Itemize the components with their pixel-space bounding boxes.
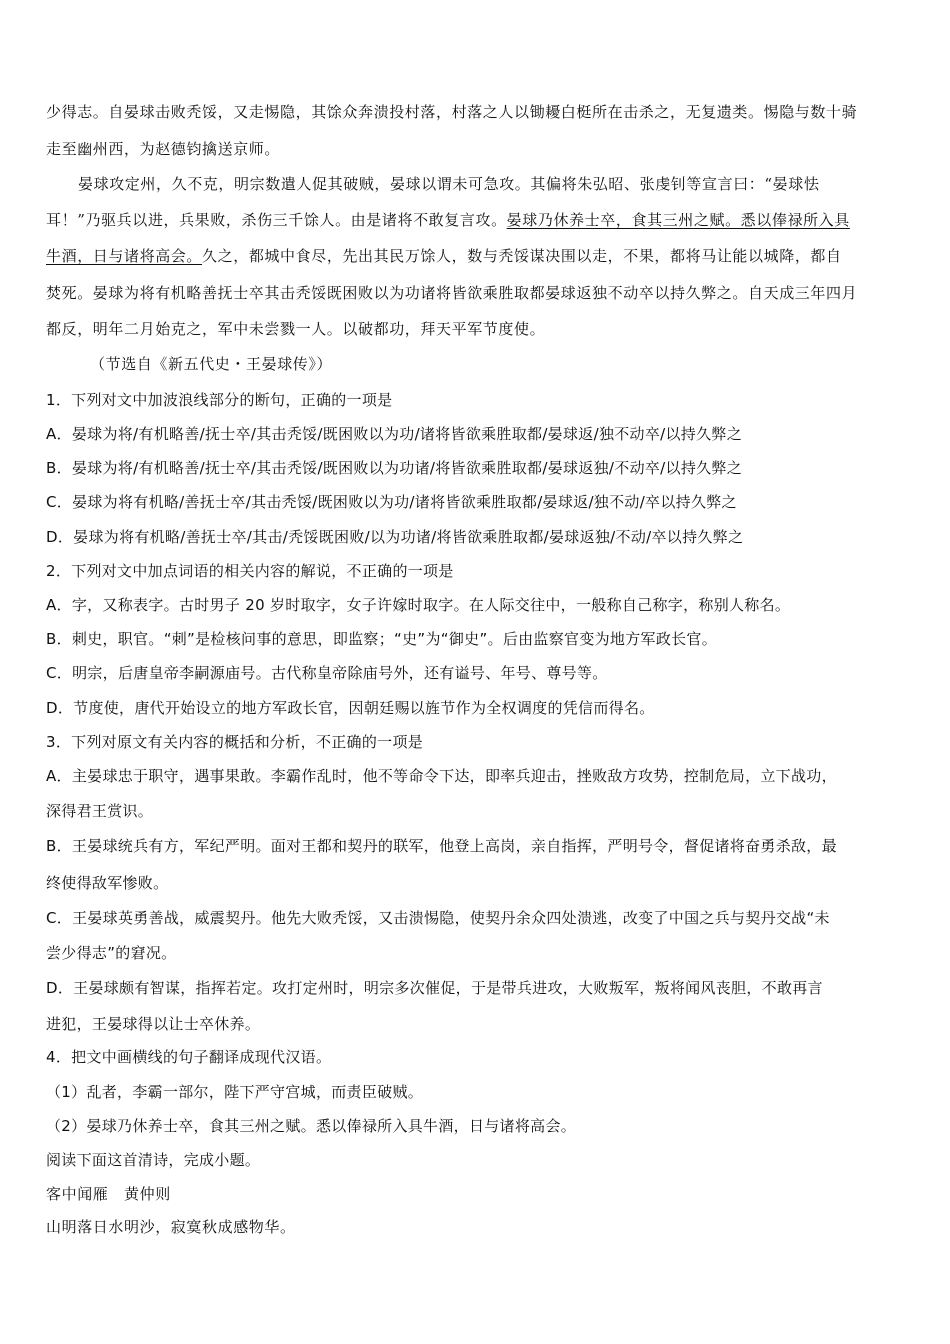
question-4-sentence-2: （2）晏球乃休养士卒，食其三州之赋。悉以俸禄所入具牛酒，日与诸将高会。 xyxy=(46,1117,577,1135)
question-4-sentence-1: （1）乱者，李霸一部尔，陛下严守宫城，而责臣破贼。 xyxy=(46,1083,424,1101)
question-2-option-b: B．刺史，职官。“刺”是检核问事的意思，即监察；“史”为“御史”。后由监察官变为地方军政长官。 xyxy=(46,630,718,648)
question-2-option-d: D．节度使，唐代开始设立的地方军政长官，因朝廷赐以旌节作为全权调度的凭信而得名。 xyxy=(46,699,655,717)
question-3-option-b-cont: 终使得敌军惨败。 xyxy=(46,874,169,892)
question-3-option-a: A．主晏球忠于职守，遇事果敢。李霸作乱时，他不等命令下达，即率兵迎击，挫败敌方攻势，控制危局，立下战功， xyxy=(46,767,837,785)
question-1-option-c: C．晏球为将有机略/善抚士卒/其击秃馁/既困败以为功/诸将皆欲乘胜取都/晏球返/独不动/卒以持久弊之 xyxy=(46,493,737,511)
passage-line: 都反，明年二月始克之，军中未尝戮一人。以破都功，拜天平军节度使。 xyxy=(46,320,546,338)
question-1-option-a: A．晏球为将/有机略善/抚士卒/其击秃馁/既困败以为功/诸将皆欲乘胜取都/晏球返/独不动卒/以持久弊之 xyxy=(46,425,742,443)
question-2-option-c: C．明宗，后唐皇帝李嗣源庙号。古代称皇帝除庙号外，还有谥号、年号、尊号等。 xyxy=(46,664,608,682)
passage-line: 晏球攻定州，久不克，明宗数遣人促其破贼，晏球以谓未可急攻。其偏将朱弘昭、张虔钊等宣言曰：“晏球怯 xyxy=(78,175,820,193)
question-3-option-d: D．王晏球颇有智谋，指挥若定。攻打定州时，明宗多次催促，于是带兵进攻，大败叛军，叛将闻风丧胆，不敢再言 xyxy=(46,979,823,997)
passage-line: 少得志。自晏球击败秃馁，又走惕隐，其馀众奔溃投村落，村落之人以锄耰白梃所在击杀之，无复遗类。惕隐与数十骑 xyxy=(46,103,858,121)
question-4-stem: 4．把文中画横线的句子翻译成现代汉语。 xyxy=(46,1048,332,1066)
poem-title: 客中闻雁 黄仲则 xyxy=(46,1185,171,1203)
question-1-option-b: B．晏球为将/有机略善/抚士卒/其击秃馁/既困败以为功诸/将皆欲乘胜取都/晏球返独/不动卒/以持久弊之 xyxy=(46,459,743,477)
question-3-option-c-cont: 尝少得志”的窘况。 xyxy=(46,944,177,962)
question-1-option-d: D．晏球为将有机略/善抚士卒/其击/秃馁既困败/以为功诸/将皆欲乘胜取都/晏球返独/不动/卒以持久弊之 xyxy=(46,528,744,546)
question-2-option-a: A．字，又称表字。古时男子 20 岁时取字，女子许嫁时取字。在人际交往中，一般称自己称字，称别人称名。 xyxy=(46,596,791,614)
passage-line xyxy=(46,210,850,230)
question-3-option-d-cont: 进犯，王晏球得以让士卒休养。 xyxy=(46,1015,261,1033)
passage-text: 耳！”乃驱兵以进，兵果败，杀伤三千馀人。由是诸将不敢复言攻。 xyxy=(46,211,507,229)
question-3-option-c: C．王晏球英勇善战，威震契丹。他先大败秃馁，又击溃惕隐，使契丹余众四处溃逃，改变了中国之兵与契丹交战“未 xyxy=(46,909,830,927)
underlined-sentence: 牛酒，日与诸将高会。 xyxy=(46,247,203,265)
question-2-stem: 2．下列对文中加点词语的相关内容的解说，不正确的一项是 xyxy=(46,562,454,580)
question-3-option-a-cont: 深得君王赏识。 xyxy=(46,802,154,820)
passage-line: 焚死。晏球为将有机略善抚士卒其击秃馁既困败以为功诸将皆欲乘胜取都晏球返独不动卒以持久弊之。自天成三年四月 xyxy=(46,284,858,302)
underlined-sentence: 晏球乃休养士卒，食其三州之赋。悉以俸禄所入具 xyxy=(506,211,850,229)
passage-line: 走至幽州西，为赵德钧擒送京师。 xyxy=(46,140,281,158)
source-citation: （节选自《新五代史・王晏球传》） xyxy=(90,355,333,373)
question-3-stem: 3．下列对原文有关内容的概括和分析，不正确的一项是 xyxy=(46,733,424,751)
poem-line: 山明落日水明沙，寂寞秋成感物华。 xyxy=(46,1218,296,1236)
question-3-option-b: B．王晏球统兵有方，军纪严明。面对王都和契丹的联军，他登上高岗，亲自指挥，严明号令，督促诸将奋勇杀敌，最 xyxy=(46,837,837,855)
passage-text: 久之，都城中食尽，先出其民万馀人，数与秃馁谋决围以走，不果，都将马让能以城降，都自 xyxy=(202,247,842,265)
question-1-stem: 1．下列对文中加波浪线部分的断句，正确的一项是 xyxy=(46,391,393,409)
passage-line xyxy=(46,246,842,266)
poem-instruction: 阅读下面这首清诗，完成小题。 xyxy=(46,1151,261,1169)
